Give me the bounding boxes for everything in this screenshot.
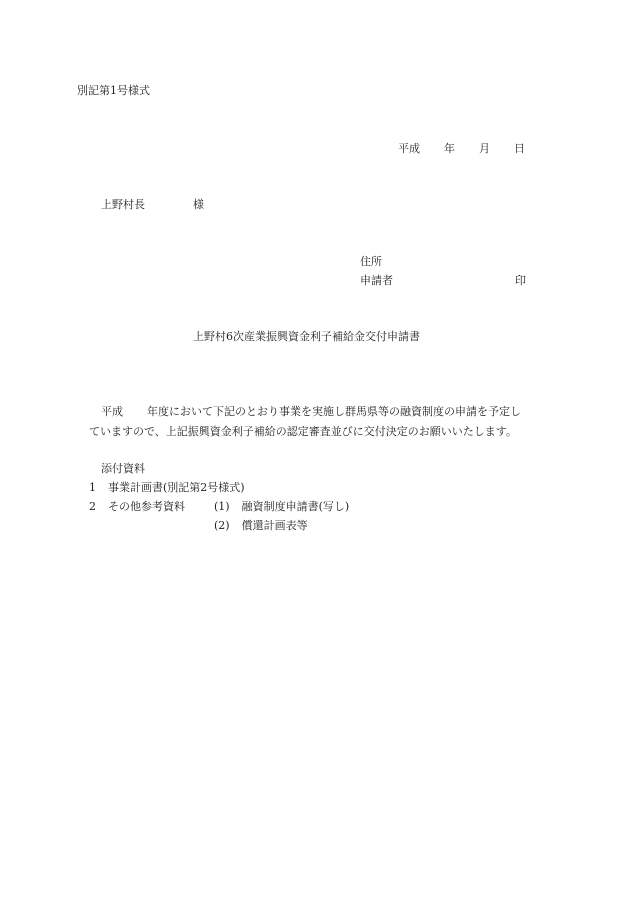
attachment-sub-item-1 <box>214 500 349 514</box>
address-label: 住所 <box>360 255 382 268</box>
addressee-name: 上野村長 <box>101 198 145 211</box>
addressee-line <box>101 198 204 212</box>
attachment-item-1 <box>89 481 245 495</box>
date-year: 年 <box>444 142 455 155</box>
addressee-honorific: 様 <box>193 198 204 211</box>
applicant-label: 申請者 <box>360 274 393 287</box>
date-month: 月 <box>479 142 490 155</box>
body-line-1-text: 年度において下記のとおり事業を実施し群馬県等の融資制度の申請を予定し <box>147 405 521 418</box>
document-title: 上野村6次産業振興資金利子補給金交付申請書 <box>193 330 420 343</box>
attachment-item-1-text: 事業計画書(別記第2号様式) <box>108 481 245 494</box>
body-era: 平成 <box>101 405 123 418</box>
attachment-item-2-number: 2 <box>89 500 96 513</box>
date-line <box>398 142 525 156</box>
attachments-heading: 添付資料 <box>101 462 145 475</box>
attachment-sub-item-2 <box>214 519 308 533</box>
seal-mark: 印 <box>515 274 526 287</box>
attachment-sub-item-1-number: (1) <box>214 500 230 513</box>
attachment-sub-item-2-text: 償還計画表等 <box>241 519 308 532</box>
date-day: 日 <box>514 142 525 155</box>
attachment-sub-item-2-number: (2) <box>214 519 230 532</box>
body-line-1 <box>101 405 521 419</box>
attachment-item-2 <box>89 500 185 514</box>
attachment-item-2-text: その他参考資料 <box>108 500 185 513</box>
form-number: 別記第1号様式 <box>77 84 150 97</box>
attachment-item-1-number: 1 <box>89 481 96 494</box>
date-era: 平成 <box>398 142 420 155</box>
attachment-sub-item-1-text: 融資制度申請書(写し) <box>241 500 350 513</box>
body-line-2: ていますので、上記振興資金利子補給の認定審査並びに交付決定のお願いいたします。 <box>89 425 517 438</box>
